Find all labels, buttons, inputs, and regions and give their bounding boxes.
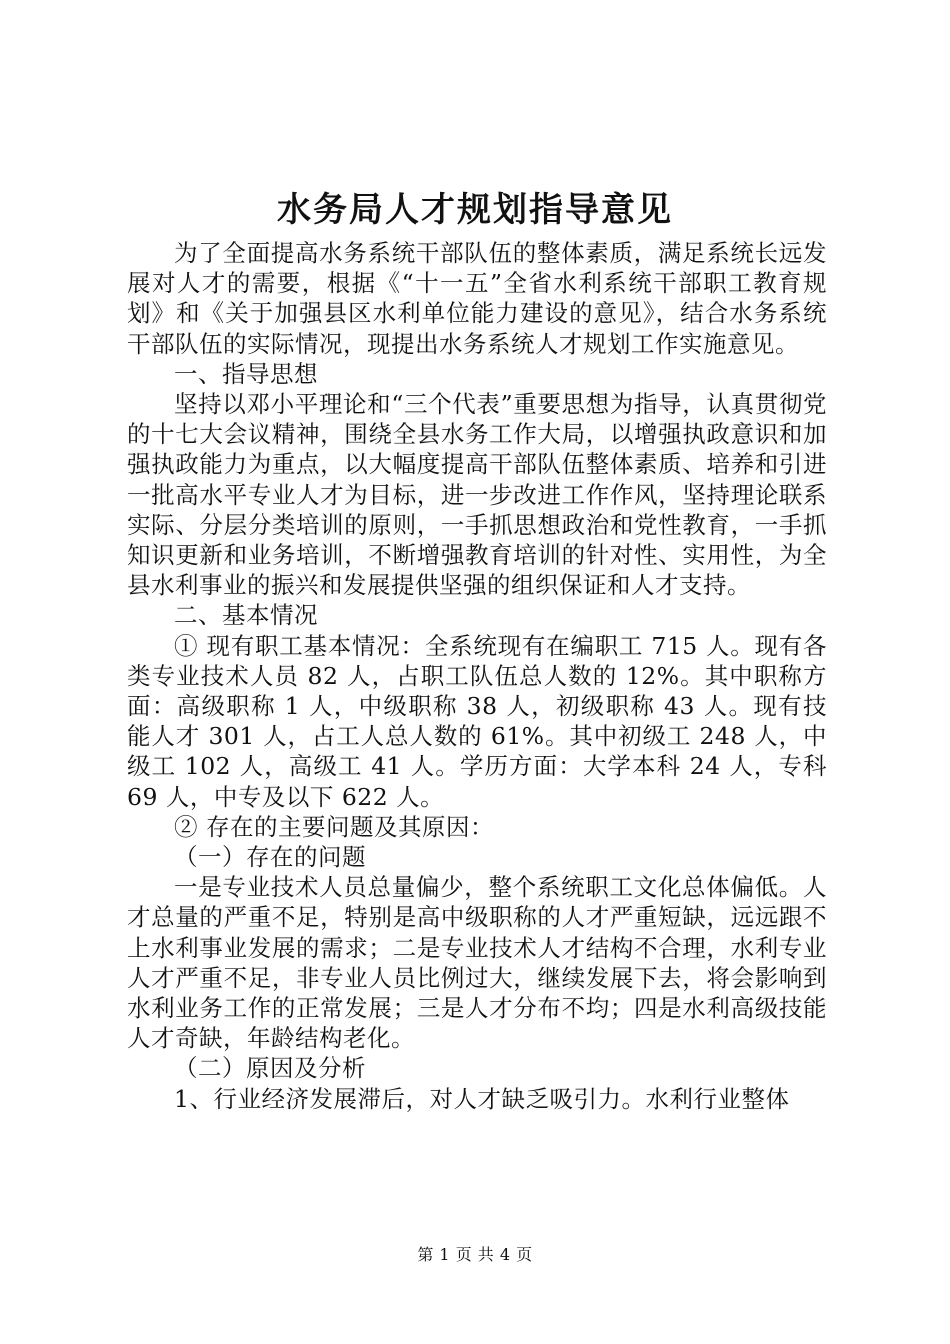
problems-intro-paragraph: ② 存在的主要问题及其原因： — [174, 812, 494, 841]
guiding-ideology-paragraph: 坚持以邓小平理论和“三个代表”重要思想为指导，认真贯彻党的十七大会议精神，围绕全县水务工作大局，以增强执政意识和加强执政能力为重点，以大幅度提高干部队伍整体素质、培养和引进一批高水平专业人才为目标，进一步改进工作作风，坚持理论联系实际、分层分类培训的原则，一手抓思想政治和党性教育，一手抓知识更新和业务培训，不断增强教育培训的针对性、实用性，为全县水利事业的振兴和发展提供坚强的组织保证和人才支持。 — [127, 390, 827, 600]
intro-paragraph: 为了全面提高水务系统干部队伍的整体素质，满足系统长远发展对人才的需要，根据《“十一五”全省水利系统干部职工教育规划》和《关于加强县区水利单位能力建设的意见》，结合水务系统干部队伍的实际情况，现提出水务系统人才规划工作实施意见。 — [127, 239, 827, 358]
document-title: 水务局人才规划指导意见 — [277, 190, 673, 230]
subsection-heading-problems: （一）存在的问题 — [174, 843, 366, 872]
document-body — [127, 238, 827, 1114]
subsection-heading-causes: （二）原因及分析 — [174, 1054, 366, 1083]
problems-paragraph: 一是专业技术人员总量偏少，整个系统职工文化总体偏低。人才总量的严重不足，特别是高中级职称的人才严重短缺，远远跟不上水利事业发展的需求；二是专业技术人才结构不合理，水利专业人才严重不足，非专业人员比例过大，继续发展下去，将会影响到水利业务工作的正常发展；三是人才分布不均；四是水利高级技能人才奇缺，年龄结构老化。 — [127, 873, 827, 1053]
staff-situation-paragraph: ① 现有职工基本情况：全系统现有在编职工 715 人。现有各类专业技术人员 82 人，占职工队伍总人数的 12%。其中职称方面：高级职称 1 人，中级职称 38 人，初级职称 43 人。现有技能人才 301 人，占工人总人数的 61%。其中初级工 248 人，中级工 102 人，高级工 41 人。学历方面：大学本科 24 人，专科 69 人，中专及以下 622 人。 — [127, 631, 827, 811]
causes-paragraph: 1、行业经济发展滞后，对人才缺乏吸引力。水利行业整体 — [174, 1084, 790, 1113]
page-number-footer: 第 1 页 共 4 页 — [417, 1245, 533, 1264]
section-heading-guiding-ideology: 一、指导思想 — [174, 359, 318, 388]
section-heading-basic-situation: 二、基本情况 — [174, 601, 318, 630]
